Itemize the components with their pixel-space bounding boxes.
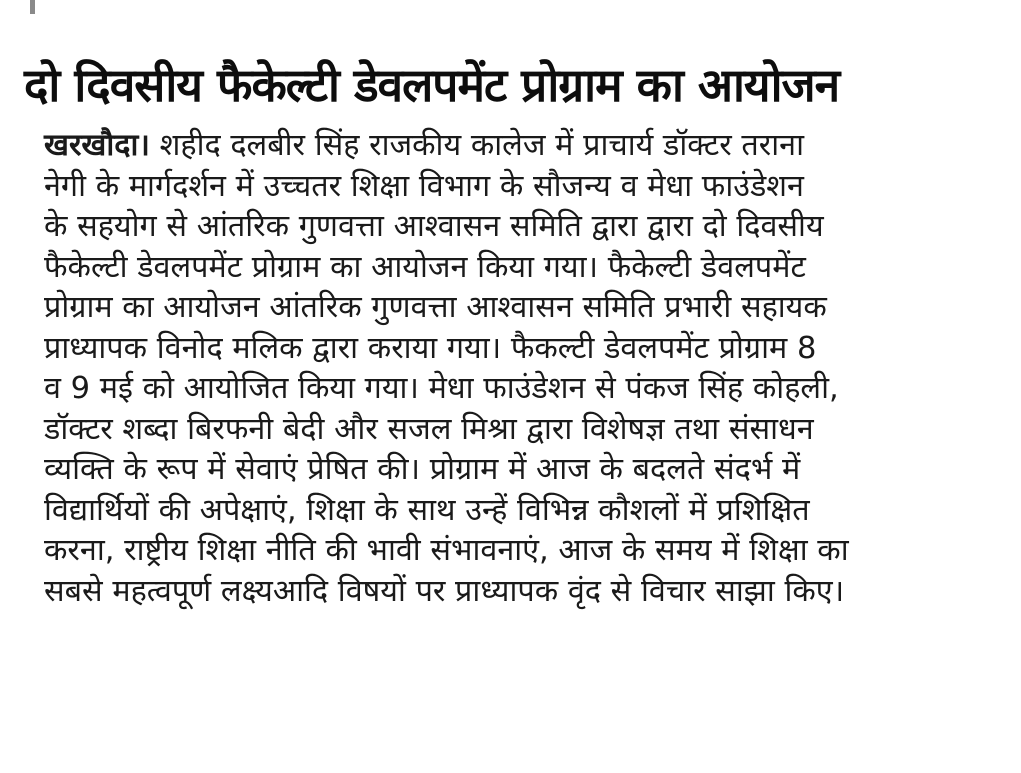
body-line: नेगी के मार्गदर्शन में उच्चतर शिक्षा विभाग के सौजन्य व मेधा फाउंडेशन xyxy=(44,168,804,204)
body-line: सबसे महत्वपूर्ण लक्ष्यआदि विषयों पर प्राध्यापक वृंद से विचार साझा किए। xyxy=(44,573,845,609)
body-line: के सहयोग से आंतरिक गुणवत्ता आश्वासन समिति द्वारा द्वारा दो दिवसीय xyxy=(44,209,824,244)
body-line-text: शहीद दलबीर सिंह राजकीय कालेज में प्राचार्य डॉक्टर तराना xyxy=(149,128,804,163)
top-edge-mark xyxy=(30,0,35,14)
body-line: प्रोग्राम का आयोजन आंतरिक गुणवत्ता आश्वासन समिति प्रभारी सहायक xyxy=(44,290,827,325)
body-line: विद्यार्थियों की अपेक्षाएं, शिक्षा के साथ उन्हें विभिन्न कौशलों में प्रशिक्षित xyxy=(44,492,810,528)
news-article xyxy=(24,50,974,612)
body-line: व्यक्ति के रूप में सेवाएं प्रेषित की। प्रोग्राम में आज के बदलते संदर्भ में xyxy=(44,452,801,487)
body-line: डॉक्टर शब्दा बिरफनी बेदी और सजल मिश्रा द्वारा विशेषज्ञ तथा संसाधन xyxy=(44,411,814,447)
body-line xyxy=(44,126,974,167)
body-line: फैकेल्टी डेवलपमेंट प्रोग्राम का आयोजन किया गया। फैकेल्टी डेवलपमेंट xyxy=(44,249,806,285)
dateline: खरखौदा। xyxy=(44,128,150,163)
article-headline: दो दिवसीय फैकेल्टी डेवलपमेंट प्रोग्राम का आयोजन xyxy=(24,58,840,112)
body-line: व 9 मई को आयोजित किया गया। मेधा फाउंडेशन से पंकज सिंह कोहली, xyxy=(44,371,839,406)
article-body xyxy=(44,126,974,612)
body-line: करना, राष्ट्रीय शिक्षा नीति की भावी संभावनाएं, आज के समय में शिक्षा का xyxy=(44,533,849,568)
body-line: प्राध्यापक विनोद मलिक द्वारा कराया गया। फैकल्टी डेवलपमेंट प्रोग्राम 8 xyxy=(44,330,817,366)
